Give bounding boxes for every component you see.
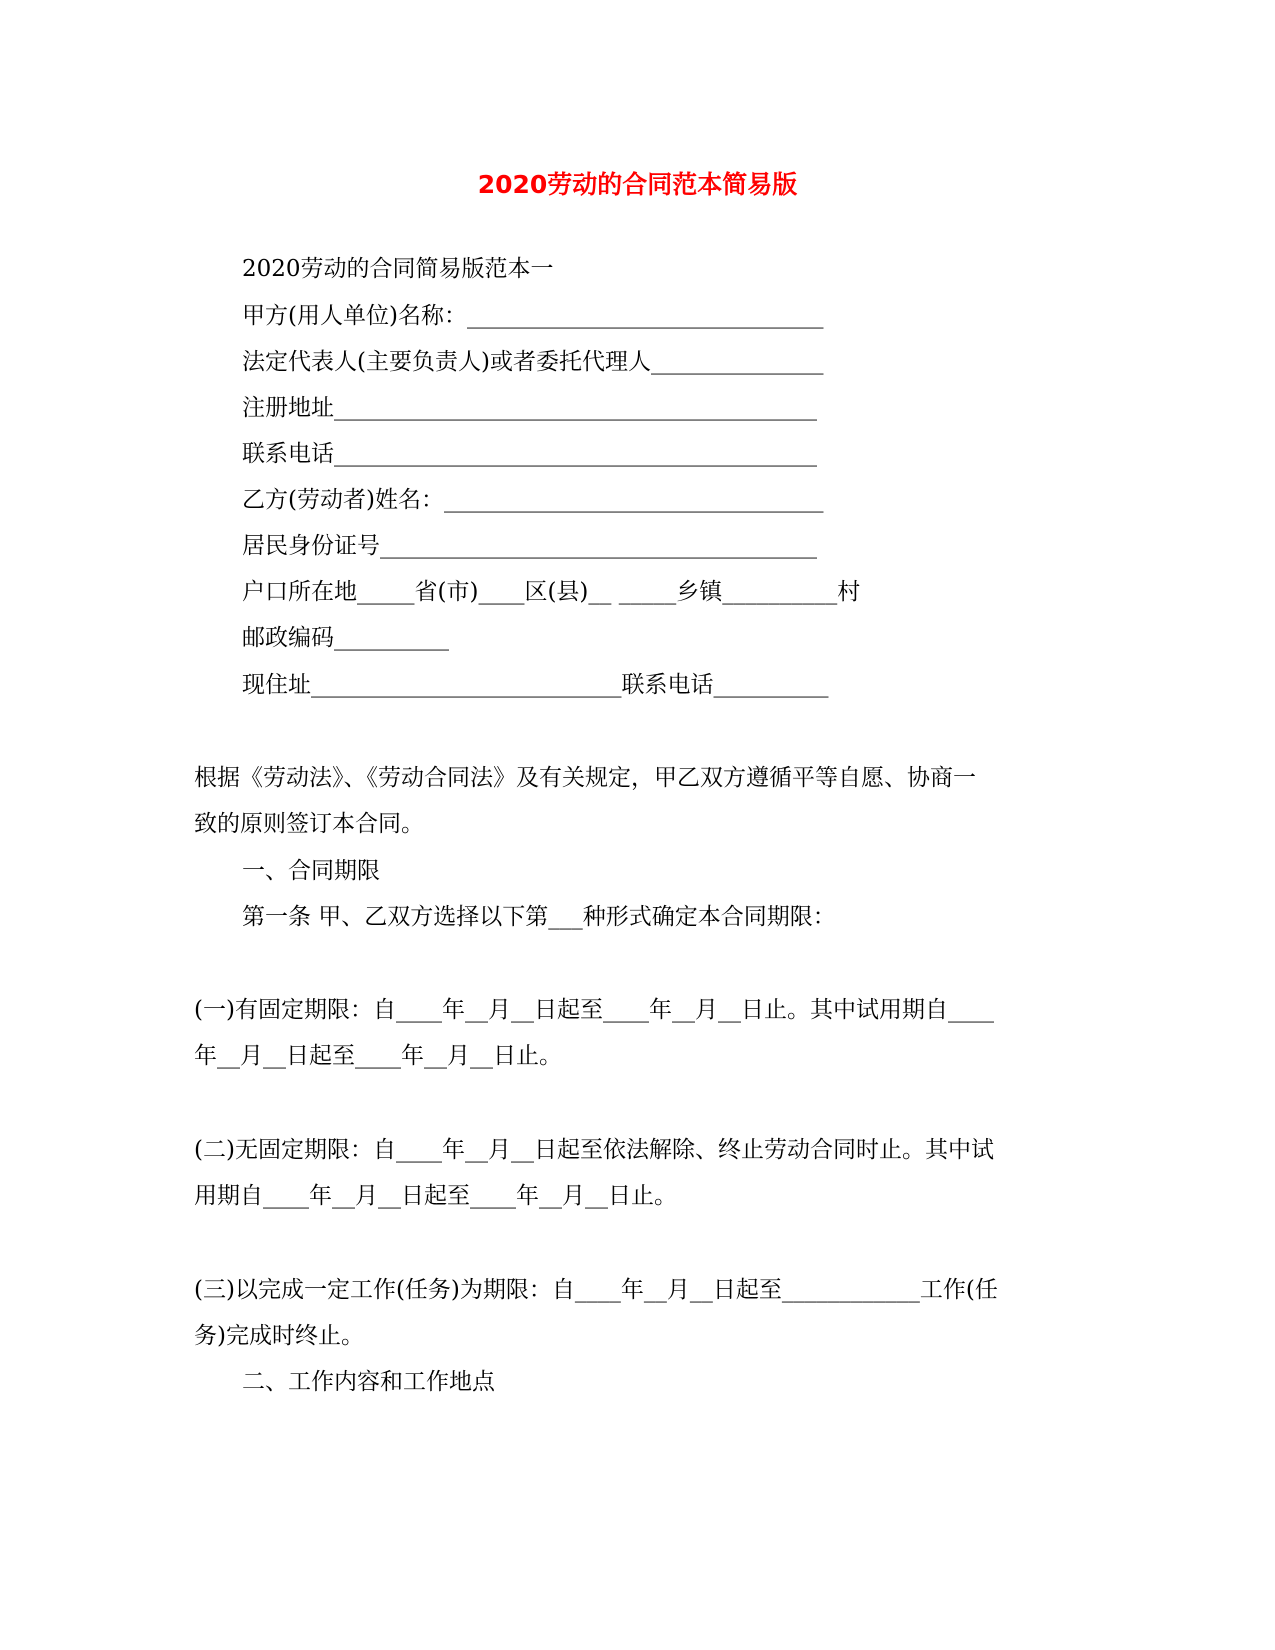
header-line: 甲方(用人单位)名称：_______________________________ (242, 303, 824, 329)
header-line: 居民身份证号______________________________________ (242, 533, 817, 559)
option-line: (二)无固定期限：自____年__月__日起至依法解除、终止劳动合同时止。其中试 (194, 1137, 994, 1163)
header-line: 现住址___________________________联系电话__________ (242, 672, 829, 698)
header-line: 乙方(劳动者)姓名：_________________________________ (242, 487, 824, 513)
option-line: (三)以完成一定工作(任务)为期限：自____年__月__日起至____________工作(任 (194, 1277, 998, 1303)
header-line: 注册地址__________________________________________ (242, 395, 817, 421)
article-line: 第一条 甲、乙双方选择以下第___种形式确定本合同期限： (242, 904, 836, 930)
header-line: 2020劳动的合同简易版范本一 (242, 256, 554, 282)
preamble-line: 根据《劳动法》、《劳动合同法》及有关规定，甲乙双方遵循平等自愿、协商一 (194, 765, 976, 791)
preamble-line: 致的原则签订本合同。 (194, 811, 424, 837)
section-heading: 一、合同期限 (242, 858, 380, 884)
option-line: (一)有固定期限：自____年__月__日起至____年__月__日止。其中试用期自____ (194, 997, 994, 1023)
header-line: 法定代表人(主要负责人)或者委托代理人_______________ (242, 349, 824, 375)
option-line: 年__月__日起至____年__月__日止。 (194, 1043, 562, 1069)
section-heading: 二、工作内容和工作地点 (242, 1369, 495, 1395)
header-line: 户口所在地_____省(市)____区(县)__ _____乡镇__________村 (242, 579, 861, 605)
document-title: 2020劳动的合同范本简易版 (477, 170, 798, 199)
option-line: 务)完成时终止。 (194, 1323, 364, 1349)
header-line: 邮政编码__________ (242, 625, 449, 651)
header-line: 联系电话__________________________________________ (242, 441, 817, 467)
option-line: 用期自____年__月__日起至____年__月__日止。 (194, 1183, 677, 1209)
